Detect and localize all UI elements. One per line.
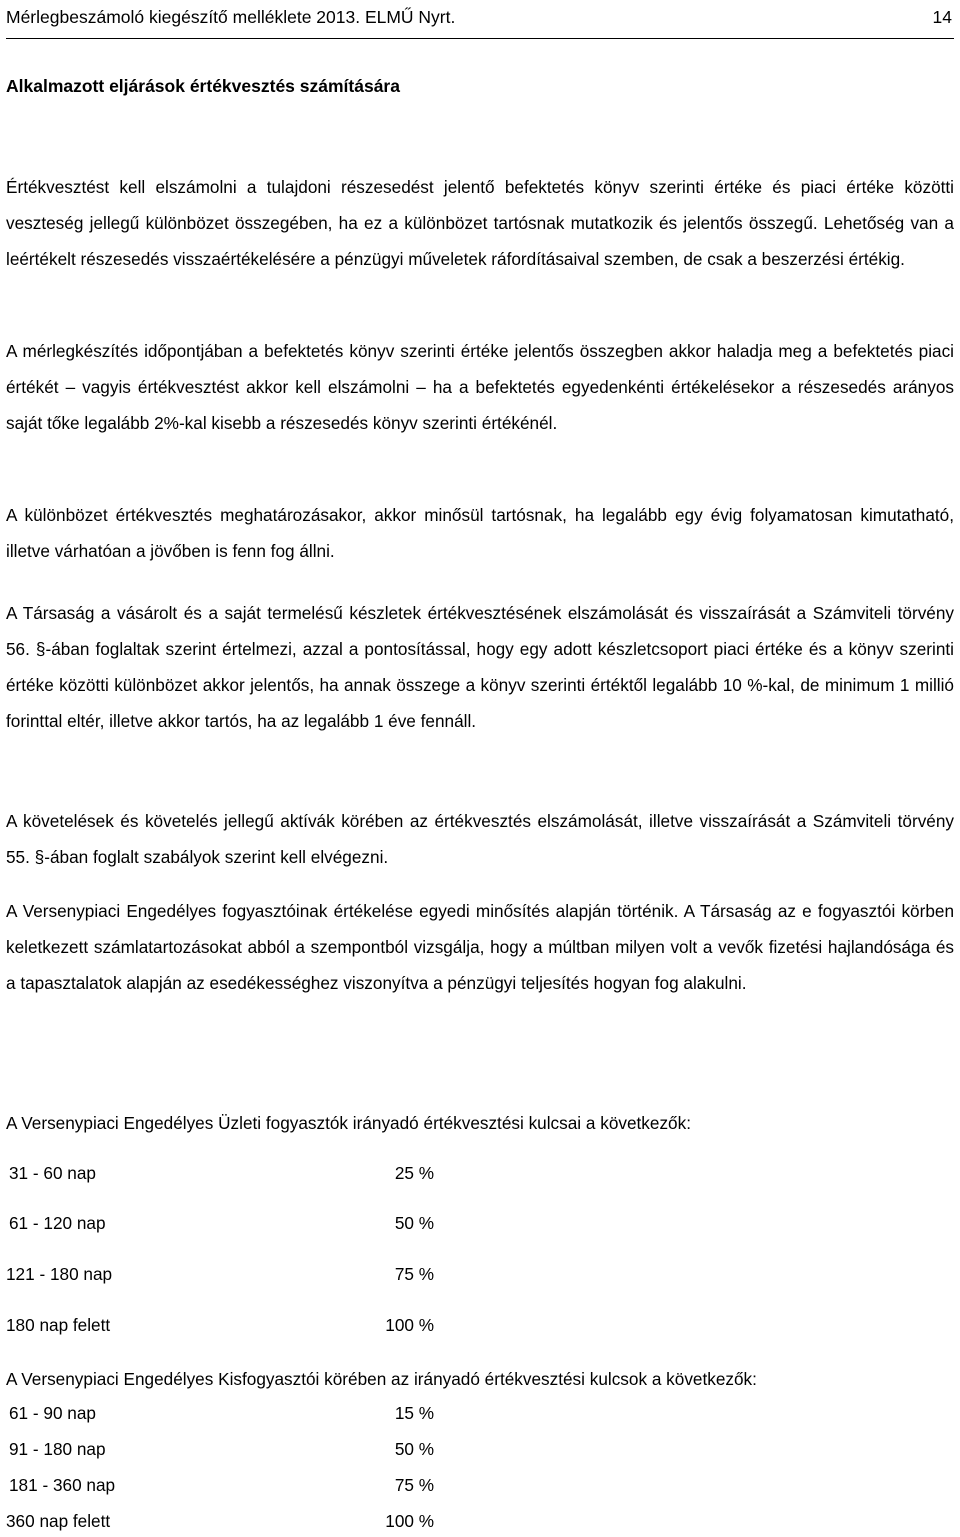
paragraph-small-consumer-rates-intro: A Versenypiaci Engedélyes Kisfogyasztói körében az irányadó értékvesztési kulcsok a következők: (6, 1369, 757, 1389)
rate-value: 25 % (394, 1163, 434, 1183)
rate-value: 15 % (394, 1403, 434, 1423)
rate-value: 75 % (394, 1264, 434, 1284)
paragraph-receivables-impairment: A követelések és követelés jellegű aktívák körében az értékvesztés elszámolását, illetve visszaírását a Számviteli törvény 55. §-ában foglalt szabályok szerint kell elvégezni. (6, 811, 954, 867)
rate-value: 100 % (385, 1315, 434, 1335)
rate-row (6, 1511, 446, 1535)
rate-value: 50 % (394, 1439, 434, 1459)
rate-period: 360 nap felett (6, 1511, 111, 1531)
paragraph-impairment-investments: Értékvesztést kell elszámolni a tulajdoni részesedést jelentő befektetés könyv szerinti értéke és piaci értéke közötti veszteség jellegű különbözet összegében, ha ez a különbözet tartósnak mutatkozik és jelentős összegű. Lehetőség van a leértékelt részesedés visszaértékelésére a pénzügyi műveletek ráfordításaival szemben, de csak a beszerzési értékig. (6, 177, 954, 269)
page-number: 14 (932, 7, 952, 27)
rate-period: 181 - 360 nap (9, 1475, 116, 1495)
rate-row (6, 1439, 446, 1463)
rate-period: 91 - 180 nap (9, 1439, 106, 1459)
rate-period: 180 nap felett (6, 1315, 111, 1335)
rate-row (6, 1213, 446, 1237)
rate-row (6, 1403, 446, 1427)
rate-value: 100 % (385, 1511, 434, 1531)
section-title: Alkalmazott eljárások értékvesztés számítására (6, 76, 400, 96)
rate-value: 50 % (394, 1213, 434, 1233)
document-title: Mérlegbeszámoló kiegészítő melléklete 2013. ELMŰ Nyrt. (6, 7, 456, 27)
rate-period: 61 - 120 nap (9, 1213, 106, 1233)
rate-value: 75 % (394, 1475, 434, 1495)
rate-period: 31 - 60 nap (9, 1163, 96, 1183)
paragraph-business-rates-intro: A Versenypiaci Engedélyes Üzleti fogyasztók irányadó értékvesztési kulcsai a következők: (6, 1113, 691, 1133)
rate-period: 61 - 90 nap (9, 1403, 96, 1423)
rate-period: 121 - 180 nap (6, 1264, 113, 1284)
paragraph-inventory-impairment: A Társaság a vásárolt és a saját termelésű készletek értékvesztésének elszámolását és visszaírását a Számviteli törvény 56. §-ában foglaltak szerint értelmezi, azzal a pontosítással, hogy egy adott készletcsoport piaci értéke és a könyv szerinti értéke közötti különbözet akkor jelentős, ha annak összege a könyv szerinti értéktől legalább 10 %-kal, de minimum 1 millió forinttal eltér, illetve akkor tartós, ha az legalább 1 éve fennáll. (6, 603, 954, 731)
rate-row (6, 1163, 446, 1187)
paragraph-consumer-evaluation: A Versenypiaci Engedélyes fogyasztóinak értékelése egyedi minősítés alapján történik. A Társaság az e fogyasztói körben keletkezett számlatartozásokat abból a szempontból vizsgálja, hogy a múltban milyen volt a vevők fizetési hajlandósága és a tapasztalatok alapján az esedékességhez viszonyítva a pénzügyi teljesítés hogyan fog alakulni. (6, 901, 954, 993)
rate-row (6, 1264, 446, 1288)
page-header (6, 4, 954, 39)
rate-row (6, 1475, 446, 1499)
rate-row (6, 1315, 446, 1339)
paragraph-permanent-difference: A különbözet értékvesztés meghatározásakor, akkor minősül tartósnak, ha legalább egy évig folyamatosan kimutatható, illetve várhatóan a jövőben is fenn fog állni. (6, 505, 954, 561)
paragraph-balance-sheet-date: A mérlegkészítés időpontjában a befektetés könyv szerinti értéke jelentős összegben akkor haladja meg a befektetés piaci értékét – vagyis értékvesztést akkor kell elszámolni – ha a befektetés egyedenkénti értékelésekor a részesedés arányos saját tőke legalább 2%-kal kisebb a részesedés könyv szerinti értékénél. (6, 341, 954, 433)
